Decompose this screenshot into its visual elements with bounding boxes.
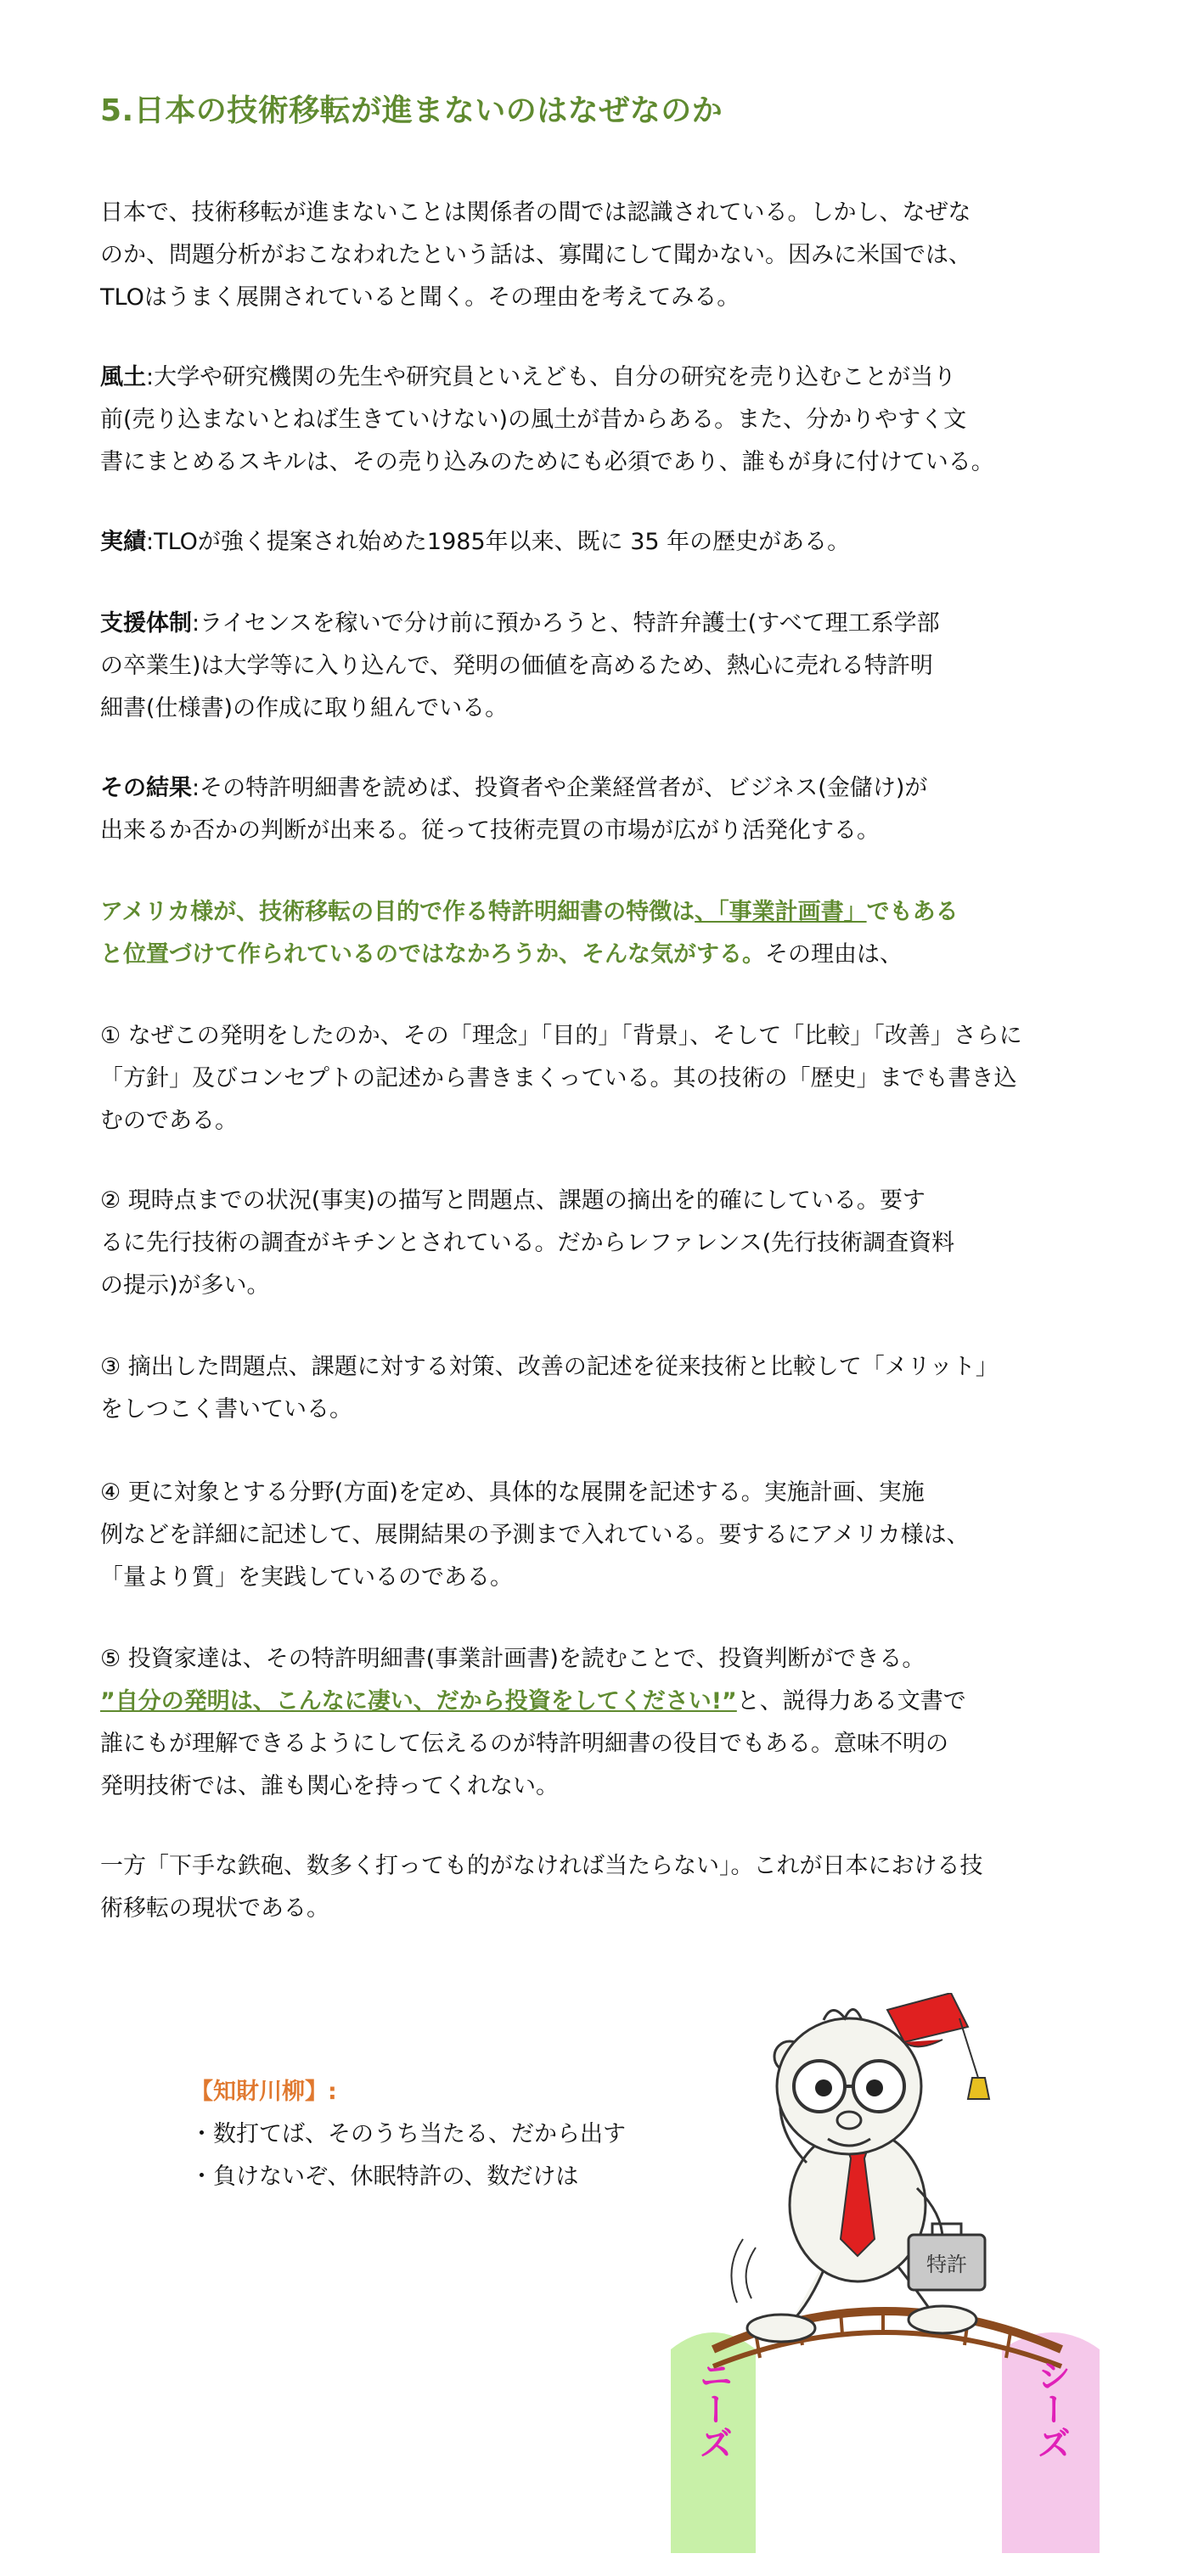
america-highlight: と位置づけて作られているのではなかろうか、そんな気がする。 [100,941,765,968]
point-line: ④ 更に対象とする分野(方面)を定め、具体的な展開を記述する。実施計画、実施 [100,1479,925,1506]
point-2 [100,1180,1119,1307]
point-line: 「方針」及びコンセプトの記述から書きまくっている。其の技術の「歴史」までも書き込 [100,1065,1017,1092]
jisseki-line: :TLOが強く提案され始めた1985年以来、既に 35 年の歴史がある。 [146,529,851,555]
graduation-cap [887,1993,968,2042]
shien-line: 細書(仕様書)の作成に取り組んでいる。 [100,695,509,721]
point-line: ⑤ 投資家達は、その特許明細書(事業計画書)を読むことで、投資判断ができる。 [100,1646,926,1672]
conclusion-line: 術移転の現状である。 [100,1895,329,1922]
mascot-foot [747,2315,815,2342]
kekka-paragraph [100,767,1119,852]
fudo-line: 前(売り込まないとねば生きていけない)の風土が昔からある。また、分かりやすく文 [100,407,967,433]
conclusion-line: 一方「下手な鉄砲、数多く打っても的がなければ当たらない」。これが日本における技 [100,1853,983,1879]
point-1 [100,1015,1119,1142]
america-underlined: 、「事業計画書」 [695,899,867,925]
intro-line: 日本で、技術移転が進まないことは関係者の間では認識されている。しかし、なぜな [100,199,971,226]
cap-tassel [968,2078,989,2099]
america-paragraph [100,891,1119,976]
mascot-nose [837,2112,861,2129]
conclusion-paragraph [100,1845,1119,1930]
kekka-line: 出来るか否かの判断が出来る。従って技術売買の市場が広がり活発化する。 [100,817,880,844]
point-line: 例などを詳細に記述して、展開結果の予測まで入れている。要するにアメリカ様は、 [100,1522,970,1548]
intro-line: のか、問題分析がおこなわれたという話は、寡聞にして聞かない。因みに米国では、 [100,242,971,268]
point-line: 誰にもが理解できるようにして伝えるのが特許明細書の役目でもある。意味不明の [100,1731,948,1757]
mascot-foot [909,2306,976,2333]
point-line: むのである。 [100,1108,238,1134]
mascot-illustration [662,1993,1104,2553]
shien-label: 支援体制 [100,610,192,637]
point-line: ③ 摘出した問題点、課題に対する対策、改善の記述を従来技術と比較して「メリット」 [100,1354,999,1380]
intro-line: TLOはうまく展開されていると聞く。その理由を考えてみる。 [100,284,740,311]
fudo-line: :大学や研究機関の先生や研究員といえども、自分の研究を売り込むことが当り [146,364,957,390]
point-line: と、説得力ある文書で [736,1688,966,1715]
shien-line: の卒業生)は大学等に入り込んで、発明の価値を高めるため、熱心に売れる特許明 [100,653,933,679]
briefcase-handle [932,2224,961,2235]
america-highlight: アメリカ様が、技術移転の目的で作る特許明細書の特徴は [100,899,695,925]
motion-mark [731,2239,743,2303]
kekka-line: :その特許明細書を読めば、投資者や企業経営者が、ビジネス(金儲け)が [192,775,928,801]
point-line: ② 現時点までの状況(事実)の描写と問題点、課題の摘出を的確にしている。要す [100,1187,926,1214]
eye-left [815,2079,832,2096]
left-pillar-label: ニーズ [694,2358,733,2460]
shien-line: :ライセンスを稼いで分け前に預かろうと、特許弁護士(すべて理工系学部 [192,610,940,637]
senryu-title: 【知財川柳】: [190,2079,337,2105]
briefcase-label: 特許 [926,2253,967,2276]
point-line: ① なぜこの発明をしたのか、その「理念」「目的」「背景」、そして「比較」「改善」さらに [100,1023,1022,1049]
point-5 [100,1638,1119,1808]
motion-mark [746,2248,756,2298]
point-3 [100,1346,1119,1431]
kekka-label: その結果 [100,775,192,801]
jisseki-paragraph [100,521,1119,564]
senryu-box [190,2071,626,2198]
point-line: の提示)が多い。 [100,1272,270,1299]
point-line: るに先行技術の調査がキチンとされている。だからレファレンス(先行技術調査資料 [100,1230,955,1256]
right-pillar-label: シーズ [1032,2358,1071,2460]
mascot-svg [662,1993,1104,2553]
fudo-line: 書にまとめるスキルは、その売り込みのためにも必須であり、誰もが身に付けている。 [100,449,994,475]
point-line: 「量より質」を実践しているのである。 [100,1564,513,1591]
point-5-quote: ”自分の発明は、こんなに凄い、だから投資をしてください!” [100,1688,737,1715]
fudo-paragraph [100,356,1119,484]
point-line: をしつこく書いている。 [100,1396,352,1423]
america-highlight: でもある [866,899,959,925]
senryu-item: ・数打てば、そのうち当たる、だから出す [190,2121,626,2147]
intro-paragraph [100,192,1119,319]
eye-right [866,2079,883,2096]
point-4 [100,1472,1119,1599]
shien-paragraph [100,603,1119,730]
senryu-item: ・負けないぞ、休眠特許の、数だけは [190,2164,579,2190]
america-plain: その理由は、 [765,941,903,968]
point-line: 発明技術では、誰も関心を持ってくれない。 [100,1773,559,1799]
jisseki-label: 実績 [100,529,146,555]
fudo-label: 風土 [100,364,146,390]
page-title: 5.日本の技術移転が進まないのはなぜなのか [100,93,723,128]
